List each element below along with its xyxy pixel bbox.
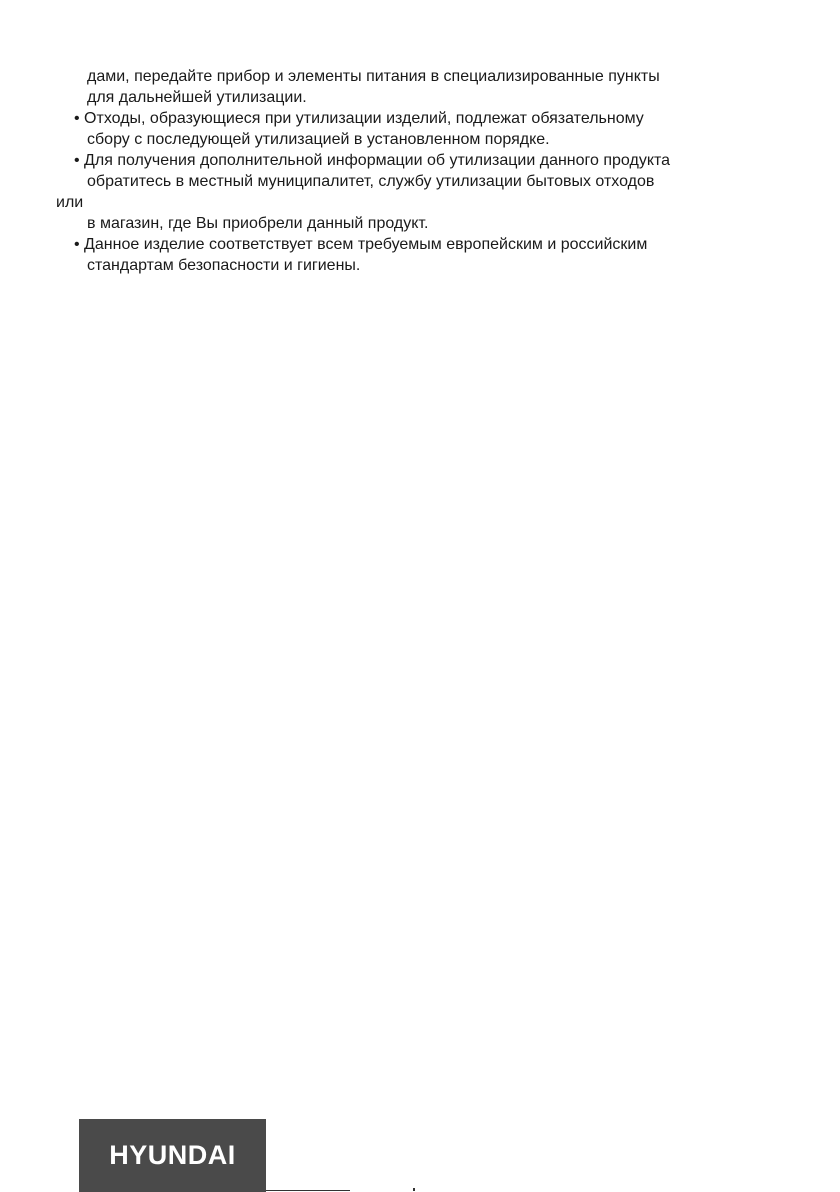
text-line: в магазин, где Вы приобрели данный продукт. [87, 215, 429, 232]
text-line: для дальнейшей утилизации. [87, 89, 307, 106]
footer-divider [266, 1190, 350, 1191]
text-line: или [56, 194, 84, 211]
document-body [0, 66, 800, 276]
bullet-item: • Данное изделие соответствует всем требуемым европейским и российским [74, 236, 648, 253]
brand-logo-text: HYUNDAI [109, 1140, 236, 1170]
footer-mark [413, 1188, 415, 1191]
brand-logo [79, 1119, 266, 1192]
bullet-item: • Отходы, образующиеся при утилизации изделий, подлежат обязательному [74, 110, 644, 127]
text-line: обратитесь в местный муниципалитет, службу утилизации бытовых отходов [87, 173, 655, 190]
text-line: сбору с последующей утилизацией в установленном порядке. [87, 131, 550, 148]
text-line: стандартам безопасности и гигиены. [87, 257, 361, 274]
text-line: дами, передайте прибор и элементы питания в специализированные пункты [87, 68, 660, 85]
bullet-item: • Для получения дополнительной информации об утилизации данного продукта [74, 152, 671, 169]
